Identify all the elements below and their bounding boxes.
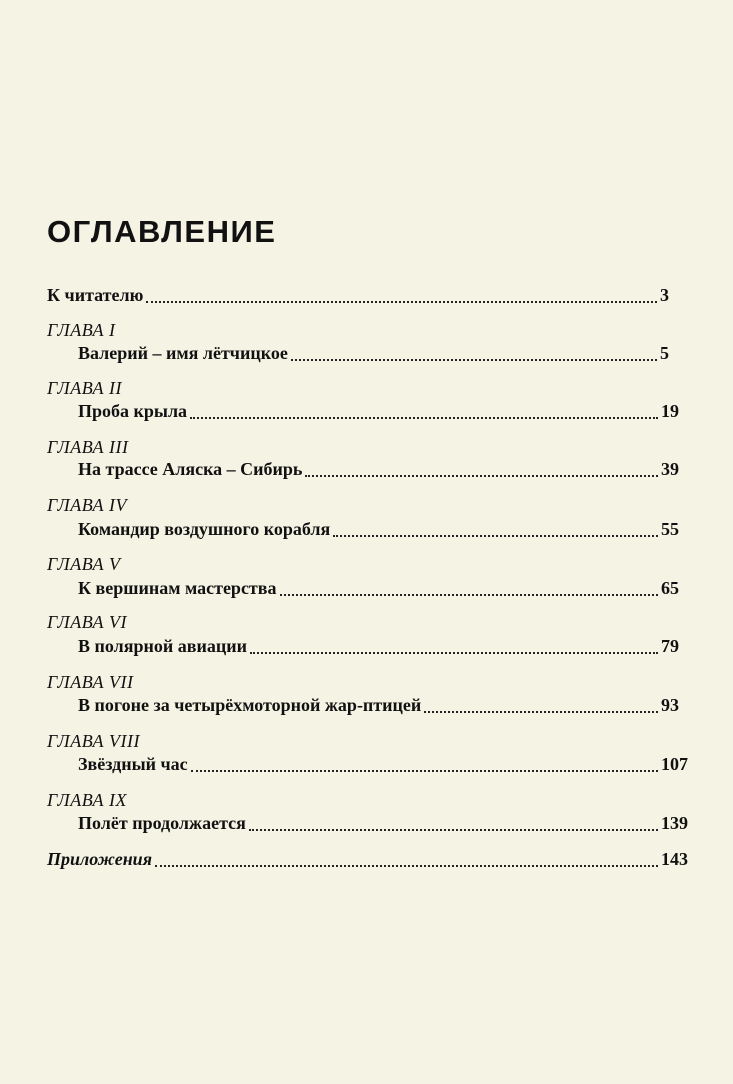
entry-title: Проба крыла xyxy=(78,401,188,421)
dot-leader xyxy=(291,358,657,361)
dot-leader xyxy=(424,710,658,713)
entry-title: Звёздный час xyxy=(78,754,188,774)
chapter-label: ГЛАВА IV xyxy=(47,495,127,515)
chapter-label: ГЛАВА V xyxy=(47,554,121,574)
dot-leader xyxy=(250,651,658,654)
entry-title: К читателю xyxy=(47,285,144,305)
toc-entry-chapter-2[interactable] xyxy=(78,401,679,425)
entry-title: На трассе Аляска – Сибирь xyxy=(78,459,303,479)
entry-page: 107 xyxy=(661,754,688,774)
toc-entry-chapter-5[interactable] xyxy=(78,578,679,602)
chapter-label: ГЛАВА VIII xyxy=(47,731,140,751)
toc-entry-chapter-9[interactable] xyxy=(78,813,688,837)
entry-title: Командир воздушного корабля xyxy=(78,519,331,539)
entry-page: 5 xyxy=(660,343,669,363)
chapter-label: ГЛАВА VI xyxy=(47,612,127,632)
toc-entry-chapter-4[interactable] xyxy=(78,519,679,543)
dot-leader xyxy=(305,474,658,477)
entry-page: 139 xyxy=(661,813,688,833)
dot-leader xyxy=(155,864,658,867)
dot-leader xyxy=(333,534,658,537)
chapter-label: ГЛАВА IX xyxy=(47,790,127,810)
toc-entry-chapter-8[interactable] xyxy=(78,754,688,778)
entry-page: 93 xyxy=(661,695,679,715)
toc-entry-chapter-1[interactable] xyxy=(78,343,669,367)
entry-page: 19 xyxy=(661,401,679,421)
entry-title: Приложения xyxy=(47,849,152,869)
entry-page: 55 xyxy=(661,519,679,539)
chapter-label: ГЛАВА VII xyxy=(47,672,134,692)
entry-title: В полярной авиации xyxy=(78,636,247,656)
toc-entry-foreword[interactable] xyxy=(47,285,669,309)
dot-leader xyxy=(249,828,658,831)
entry-page: 65 xyxy=(661,578,679,598)
dot-leader xyxy=(280,593,659,596)
dot-leader xyxy=(146,300,657,303)
toc-entry-chapter-6[interactable] xyxy=(78,636,679,660)
entry-page: 3 xyxy=(660,285,669,305)
toc-entry-chapter-3[interactable] xyxy=(78,459,679,483)
dot-leader xyxy=(190,416,658,419)
dot-leader xyxy=(191,769,658,772)
entry-page: 79 xyxy=(661,636,679,656)
entry-page: 39 xyxy=(661,459,679,479)
chapter-label: ГЛАВА III xyxy=(47,437,129,457)
entry-title: В погоне за четырёхмоторной жар-птицей xyxy=(78,695,422,715)
toc-heading: ОГЛАВЛЕНИЕ xyxy=(47,214,277,249)
entry-title: К вершинам мастерства xyxy=(78,578,277,598)
entry-page: 143 xyxy=(661,849,688,869)
chapter-label: ГЛАВА II xyxy=(47,378,122,398)
toc-entry-chapter-7[interactable] xyxy=(78,695,679,719)
toc-entry-appendix[interactable] xyxy=(47,849,688,873)
entry-title: Валерий – имя лётчицкое xyxy=(78,343,288,363)
chapter-label: ГЛАВА I xyxy=(47,320,116,340)
entry-title: Полёт продолжается xyxy=(78,813,246,833)
